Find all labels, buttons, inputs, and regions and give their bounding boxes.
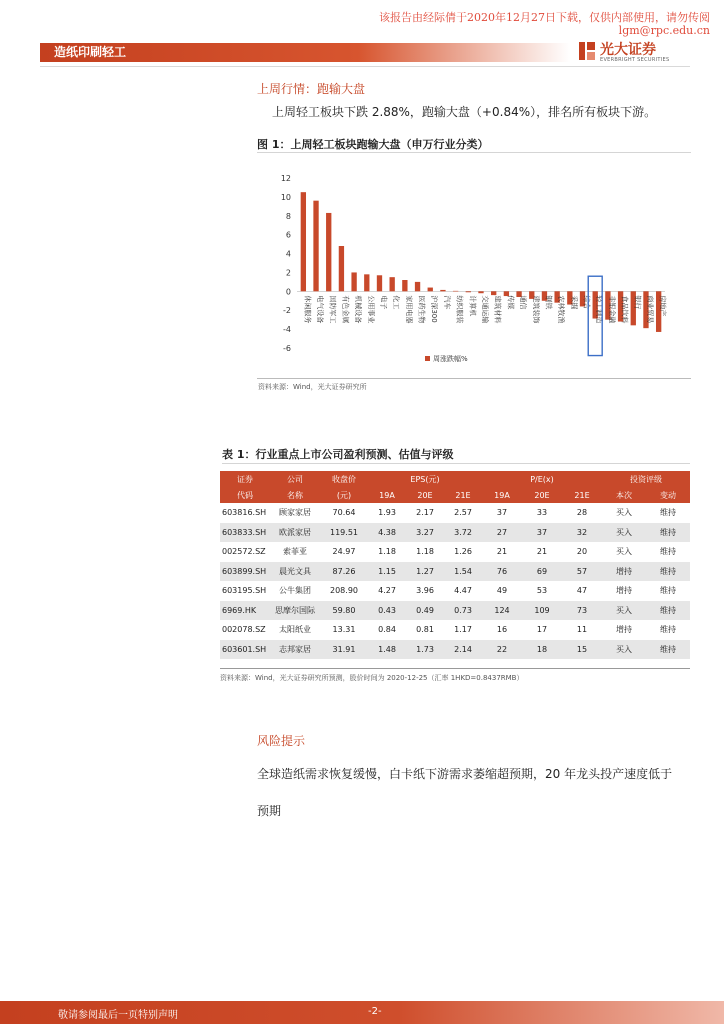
risk-text-line1: 全球造纸需求恢复缓慢，白卡纸下游需求萎缩超预期，20 年龙头投产速度低于: [257, 767, 673, 781]
table-cell: 002572.SZ: [220, 542, 270, 562]
category-label: 医药生物: [417, 295, 426, 324]
logo-text-cn: 光大证券: [600, 42, 656, 58]
th-price: 收盘价: [320, 471, 368, 487]
figure-bottom-rule: [257, 378, 691, 379]
table-cell: 维持: [646, 581, 690, 601]
category-label: 交通运输: [481, 295, 489, 324]
table-cell: 索菲亚: [270, 542, 320, 562]
table-row: [220, 542, 690, 562]
table-cell: 增持: [602, 620, 646, 640]
table-cell: 2.57: [444, 503, 482, 523]
th2-col-6: 19A: [482, 487, 522, 503]
table-cell: 顾家家居: [270, 503, 320, 523]
table-cell: 27: [482, 523, 522, 543]
table-bottom-rule: [220, 668, 690, 669]
category-label: 有色金属: [341, 295, 350, 324]
category-label: 纺织服装: [455, 295, 464, 324]
table-cell: 买入: [602, 523, 646, 543]
bar: [326, 213, 331, 291]
category-label: 国防军工: [328, 295, 337, 324]
bar: [351, 272, 356, 291]
table-cell: 21: [482, 542, 522, 562]
category-label: 电子: [379, 295, 388, 310]
y-tick-label: 6: [285, 230, 291, 240]
table-cell: 31.91: [320, 640, 368, 660]
table-cell: 志邦家居: [270, 640, 320, 660]
category-label: 通信: [519, 295, 528, 310]
table-title: 表 1：行业重点上市公司盈利预测、估值与评级: [222, 448, 454, 461]
table-cell: 603195.SH: [220, 581, 270, 601]
th-pe: P/E(x): [482, 471, 602, 487]
category-label: 沪深300: [430, 295, 439, 323]
th2-col-10: 变动: [646, 487, 690, 503]
category-label: 商业贸易: [645, 295, 654, 324]
y-tick-label: 2: [285, 268, 291, 278]
bar: [339, 246, 344, 291]
table-header-row-2: [220, 487, 690, 503]
table-cell: 0.81: [406, 620, 444, 640]
table-row: [220, 503, 690, 523]
category-label: 化工: [392, 295, 401, 310]
category-label: 传媒: [506, 295, 515, 310]
table-cell: 增持: [602, 581, 646, 601]
forecast-table: [220, 471, 690, 659]
th2-col-8: 21E: [562, 487, 602, 503]
table-cell: 欧派家居: [270, 523, 320, 543]
table-cell: 4.47: [444, 581, 482, 601]
th2-col-5: 21E: [444, 487, 482, 503]
section-title-market: 上周行情：跑输大盘: [257, 82, 366, 96]
category-label: 综合: [582, 295, 591, 310]
bar: [440, 290, 445, 291]
table-row: [220, 523, 690, 543]
table-cell: 1.17: [444, 620, 482, 640]
table-cell: 57: [562, 562, 602, 582]
table-row: [220, 601, 690, 621]
table-cell: 增持: [602, 562, 646, 582]
bar: [301, 192, 306, 291]
th-company: 公司: [270, 471, 320, 487]
table-cell: 1.54: [444, 562, 482, 582]
th2-col-4: 20E: [406, 487, 444, 503]
y-tick-label: -4: [283, 325, 291, 335]
table-cell: 公牛集团: [270, 581, 320, 601]
category-label: 公用事业: [366, 295, 375, 324]
category-label: 电气设备: [316, 295, 325, 324]
y-tick-label: 0: [285, 287, 291, 297]
table-cell: 2.14: [444, 640, 482, 660]
category-label: 建筑装饰: [531, 295, 540, 324]
table-cell: 买入: [602, 503, 646, 523]
table-cell: 2.17: [406, 503, 444, 523]
table-cell: 53: [522, 581, 562, 601]
page-number: -2-: [368, 1006, 382, 1017]
table-cell: 109: [522, 601, 562, 621]
category-label: 建筑材料: [493, 295, 502, 324]
table-cell: 太阳纸业: [270, 620, 320, 640]
table-cell: 33: [522, 503, 562, 523]
table-cell: 28: [562, 503, 602, 523]
bar: [415, 282, 420, 291]
table-cell: 维持: [646, 503, 690, 523]
table-cell: 4.27: [368, 581, 406, 601]
table-cell: 晨光文具: [270, 562, 320, 582]
watermark-line1: 该报告由经际倩于2020年12月27日下载，仅供内部使用，请勿传阅: [379, 11, 710, 24]
table-cell: 76: [482, 562, 522, 582]
table-cell: 37: [482, 503, 522, 523]
table-row: [220, 581, 690, 601]
table-cell: 6969.HK: [220, 601, 270, 621]
figure-source: 资料来源：Wind，光大证券研究所: [258, 383, 367, 391]
legend-label: 周涨跌幅%: [433, 355, 468, 363]
table-cell: 维持: [646, 640, 690, 660]
header-divider: [40, 66, 690, 67]
category-label: 房地产: [658, 295, 667, 317]
bar: [364, 274, 369, 291]
category-label: 农林牧渔: [557, 295, 566, 324]
category-label: 钢铁: [544, 295, 553, 310]
table-cell: 1.48: [368, 640, 406, 660]
legend-swatch: [425, 356, 430, 361]
table-cell: 13.31: [320, 620, 368, 640]
everbright-logo-icon: [578, 40, 596, 62]
table-source: 资料来源：Wind，光大证券研究所预测，股价时间为 2020-12-25（汇率 1HKD=0.8437RMB）: [220, 674, 524, 682]
table-cell: 4.38: [368, 523, 406, 543]
th2-col-3: 19A: [368, 487, 406, 503]
bar: [453, 291, 458, 292]
table-cell: 32: [562, 523, 602, 543]
table-cell: 49: [482, 581, 522, 601]
table-cell: 买入: [602, 640, 646, 660]
table-row: [220, 640, 690, 660]
watermark-line2: lgm@rpc.edu.cn: [618, 24, 710, 37]
bar: [313, 201, 318, 292]
th2-col-2: (元): [320, 487, 368, 503]
table-cell: 维持: [646, 601, 690, 621]
table-cell: 0.49: [406, 601, 444, 621]
table-cell: 15: [562, 640, 602, 660]
table-cell: 1.26: [444, 542, 482, 562]
table-cell: 1.15: [368, 562, 406, 582]
table-cell: 119.51: [320, 523, 368, 543]
company-logo: [578, 38, 690, 66]
table-cell: 维持: [646, 562, 690, 582]
category-label: 机械设备: [354, 295, 363, 324]
table-cell: 603833.SH: [220, 523, 270, 543]
figure-divider: [257, 152, 691, 153]
table-cell: 16: [482, 620, 522, 640]
table-cell: 002078.SZ: [220, 620, 270, 640]
table-cell: 87.26: [320, 562, 368, 582]
y-tick-label: 10: [280, 192, 291, 202]
table-cell: 0.43: [368, 601, 406, 621]
table-cell: 维持: [646, 620, 690, 640]
bar: [466, 291, 471, 292]
table-cell: 1.18: [406, 542, 444, 562]
table-cell: 69: [522, 562, 562, 582]
table-cell: 22: [482, 640, 522, 660]
y-tick-label: -6: [283, 344, 291, 353]
table-cell: 18: [522, 640, 562, 660]
table-cell: 1.18: [368, 542, 406, 562]
bar: [390, 277, 395, 291]
table-cell: 0.73: [444, 601, 482, 621]
table-divider: [222, 463, 690, 464]
table-cell: 17: [522, 620, 562, 640]
table-cell: 维持: [646, 523, 690, 543]
table-cell: 买入: [602, 542, 646, 562]
category-label: 食品饮料: [620, 295, 629, 324]
table-cell: 70.64: [320, 503, 368, 523]
table-cell: 73: [562, 601, 602, 621]
th2-col-9: 本次: [602, 487, 646, 503]
y-tick-label: -2: [283, 306, 291, 316]
table-cell: 思摩尔国际: [270, 601, 320, 621]
table-cell: 3.96: [406, 581, 444, 601]
table-cell: 59.80: [320, 601, 368, 621]
footer-disclaimer: 敬请参阅最后一页特别声明: [58, 1010, 178, 1021]
category-label: 非银金融: [607, 295, 616, 324]
y-tick-label: 4: [285, 249, 291, 259]
risk-title: 风险提示: [257, 734, 306, 748]
table-cell: 37: [522, 523, 562, 543]
th-code: 证券: [220, 471, 270, 487]
table-row: [220, 562, 690, 582]
th2-col-0: 代码: [220, 487, 270, 503]
table-row: [220, 620, 690, 640]
category-label: 计算机: [468, 295, 477, 317]
risk-text-line2: 预期: [257, 804, 282, 818]
table-cell: 1.73: [406, 640, 444, 660]
table-cell: 24.97: [320, 542, 368, 562]
table-cell: 47: [562, 581, 602, 601]
table-cell: 买入: [602, 601, 646, 621]
bar: [402, 280, 407, 291]
industry-return-chart: [257, 158, 691, 380]
category-label: 休闲服务: [303, 295, 312, 324]
table-cell: 208.90: [320, 581, 368, 601]
category-label: 汽车: [442, 295, 451, 310]
category-label: 银行: [633, 295, 642, 310]
table-cell: 124: [482, 601, 522, 621]
bar: [377, 275, 382, 291]
th-rating: 投资评级: [602, 471, 690, 487]
y-tick-label: 8: [285, 211, 291, 221]
table-cell: 603601.SH: [220, 640, 270, 660]
table-cell: 维持: [646, 542, 690, 562]
figure-title: 图 1：上周轻工板块跑输大盘（申万行业分类）: [257, 138, 489, 151]
table-cell: 603816.SH: [220, 503, 270, 523]
bar: [428, 288, 433, 292]
th2-col-7: 20E: [522, 487, 562, 503]
th-eps: EPS(元): [368, 471, 482, 487]
table-cell: 1.93: [368, 503, 406, 523]
table-cell: 20: [562, 542, 602, 562]
logo-text-en: EVERBRIGHT SECURITIES: [600, 57, 670, 63]
header-title: 造纸印刷轻工: [54, 45, 127, 59]
table-cell: 0.84: [368, 620, 406, 640]
table-header-row-1: [220, 471, 690, 487]
table-cell: 1.27: [406, 562, 444, 582]
market-paragraph: 上周轻工板块下跌 2.88%，跑输大盘（+0.84%），排名所有板块下游。: [272, 105, 657, 119]
table-cell: 3.27: [406, 523, 444, 543]
table-cell: 11: [562, 620, 602, 640]
table-cell: 3.72: [444, 523, 482, 543]
y-tick-label: 12: [280, 174, 291, 183]
table-cell: 21: [522, 542, 562, 562]
th2-col-1: 名称: [270, 487, 320, 503]
category-label: 采掘: [569, 295, 578, 310]
table-cell: 603899.SH: [220, 562, 270, 582]
category-label: 家用电器: [404, 295, 413, 324]
bar: [478, 291, 483, 293]
category-label: 轻工制造: [595, 295, 604, 324]
